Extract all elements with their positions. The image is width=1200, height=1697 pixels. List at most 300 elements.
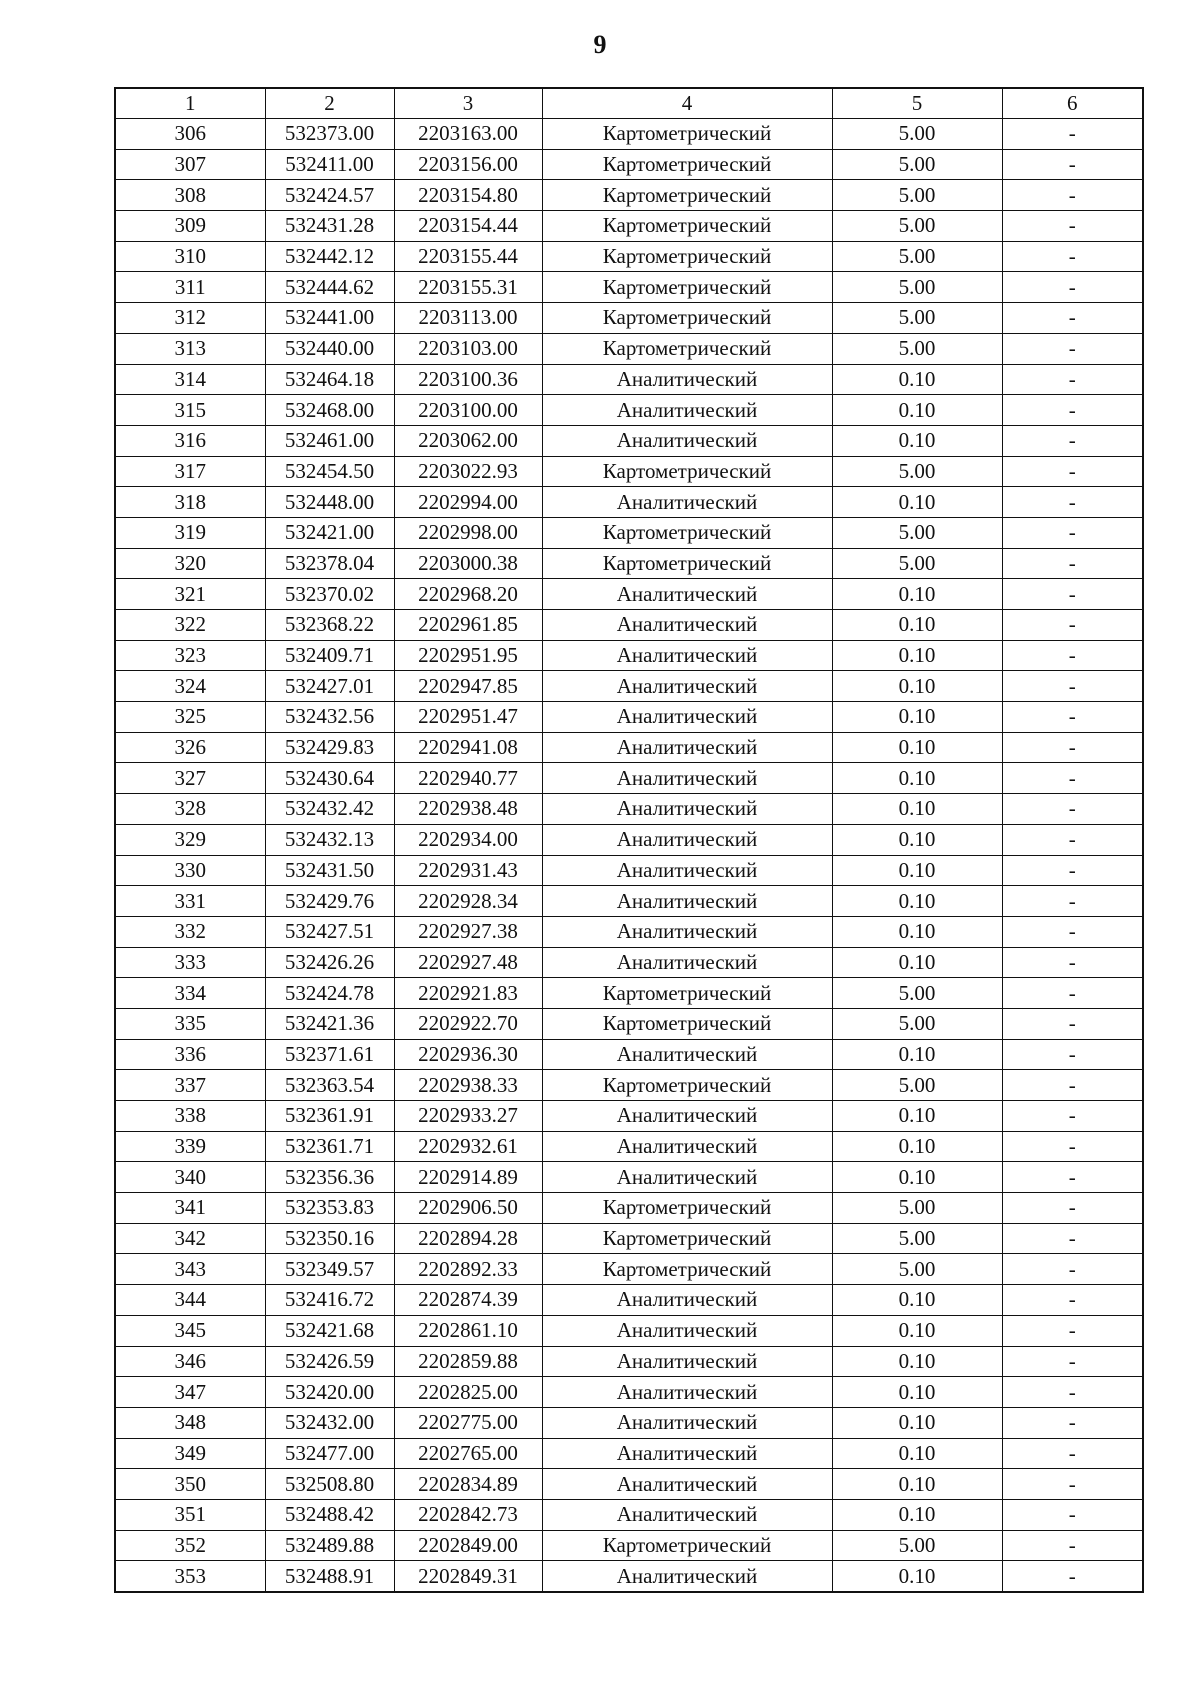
note-cell: - — [1002, 149, 1143, 180]
y-coordinate-cell: 2202921.83 — [394, 978, 542, 1009]
table-row — [115, 855, 1143, 886]
note-cell: - — [1002, 1039, 1143, 1070]
x-coordinate-cell: 532421.36 — [265, 1008, 394, 1039]
note-cell: - — [1002, 456, 1143, 487]
table-row — [115, 610, 1143, 641]
point-number-cell: 324 — [115, 671, 265, 702]
x-coordinate-cell: 532371.61 — [265, 1039, 394, 1070]
note-cell: - — [1002, 671, 1143, 702]
method-cell: Аналитический — [542, 916, 832, 947]
method-cell: Аналитический — [542, 702, 832, 733]
y-coordinate-cell: 2202932.61 — [394, 1131, 542, 1162]
x-coordinate-cell: 532431.28 — [265, 211, 394, 242]
accuracy-cell: 5.00 — [832, 548, 1002, 579]
note-cell: - — [1002, 1469, 1143, 1500]
y-coordinate-cell: 2202936.30 — [394, 1039, 542, 1070]
x-coordinate-cell: 532363.54 — [265, 1070, 394, 1101]
point-number-cell: 313 — [115, 333, 265, 364]
note-cell: - — [1002, 610, 1143, 641]
table-row — [115, 487, 1143, 518]
note-cell: - — [1002, 1101, 1143, 1132]
y-coordinate-cell: 2202859.88 — [394, 1346, 542, 1377]
note-cell: - — [1002, 1561, 1143, 1592]
point-number-cell: 341 — [115, 1193, 265, 1224]
table-row — [115, 517, 1143, 548]
point-number-cell: 319 — [115, 517, 265, 548]
accuracy-cell: 0.10 — [832, 425, 1002, 456]
table-row — [115, 1008, 1143, 1039]
x-coordinate-cell: 532440.00 — [265, 333, 394, 364]
column-header-2: 2 — [265, 88, 394, 119]
point-number-cell: 318 — [115, 487, 265, 518]
method-cell: Аналитический — [542, 1315, 832, 1346]
y-coordinate-cell: 2202938.33 — [394, 1070, 542, 1101]
note-cell: - — [1002, 1254, 1143, 1285]
note-cell: - — [1002, 702, 1143, 733]
point-number-cell: 348 — [115, 1407, 265, 1438]
x-coordinate-cell: 532432.42 — [265, 794, 394, 825]
note-cell: - — [1002, 364, 1143, 395]
x-coordinate-cell: 532477.00 — [265, 1438, 394, 1469]
table-row — [115, 1315, 1143, 1346]
x-coordinate-cell: 532448.00 — [265, 487, 394, 518]
point-number-cell: 342 — [115, 1223, 265, 1254]
method-cell: Картометрический — [542, 456, 832, 487]
note-cell: - — [1002, 978, 1143, 1009]
point-number-cell: 327 — [115, 763, 265, 794]
note-cell: - — [1002, 579, 1143, 610]
x-coordinate-cell: 532429.83 — [265, 732, 394, 763]
point-number-cell: 314 — [115, 364, 265, 395]
y-coordinate-cell: 2202938.48 — [394, 794, 542, 825]
x-coordinate-cell: 532370.02 — [265, 579, 394, 610]
note-cell: - — [1002, 1407, 1143, 1438]
y-coordinate-cell: 2203113.00 — [394, 303, 542, 334]
table-row — [115, 1530, 1143, 1561]
accuracy-cell: 0.10 — [832, 487, 1002, 518]
note-cell: - — [1002, 333, 1143, 364]
x-coordinate-cell: 532432.13 — [265, 824, 394, 855]
point-number-cell: 316 — [115, 425, 265, 456]
table-row — [115, 1162, 1143, 1193]
method-cell: Картометрический — [542, 272, 832, 303]
x-coordinate-cell: 532461.00 — [265, 425, 394, 456]
method-cell: Аналитический — [542, 671, 832, 702]
y-coordinate-cell: 2203154.80 — [394, 180, 542, 211]
point-number-cell: 311 — [115, 272, 265, 303]
point-number-cell: 322 — [115, 610, 265, 641]
point-number-cell: 320 — [115, 548, 265, 579]
table-row — [115, 794, 1143, 825]
method-cell: Аналитический — [542, 579, 832, 610]
method-cell: Картометрический — [542, 978, 832, 1009]
method-cell: Аналитический — [542, 732, 832, 763]
table-row — [115, 1346, 1143, 1377]
x-coordinate-cell: 532411.00 — [265, 149, 394, 180]
x-coordinate-cell: 532427.51 — [265, 916, 394, 947]
y-coordinate-cell: 2202914.89 — [394, 1162, 542, 1193]
table-row — [115, 886, 1143, 917]
table-row — [115, 579, 1143, 610]
method-cell: Картометрический — [542, 1254, 832, 1285]
x-coordinate-cell: 532378.04 — [265, 548, 394, 579]
point-number-cell: 350 — [115, 1469, 265, 1500]
table-row — [115, 1469, 1143, 1500]
accuracy-cell: 0.10 — [832, 640, 1002, 671]
accuracy-cell: 0.10 — [832, 702, 1002, 733]
table-row — [115, 1407, 1143, 1438]
y-coordinate-cell: 2203100.00 — [394, 395, 542, 426]
x-coordinate-cell: 532454.50 — [265, 456, 394, 487]
point-number-cell: 325 — [115, 702, 265, 733]
point-number-cell: 345 — [115, 1315, 265, 1346]
table-row — [115, 1561, 1143, 1592]
table-row — [115, 1438, 1143, 1469]
point-number-cell: 346 — [115, 1346, 265, 1377]
table-row — [115, 1499, 1143, 1530]
note-cell: - — [1002, 1131, 1143, 1162]
accuracy-cell: 5.00 — [832, 149, 1002, 180]
method-cell: Аналитический — [542, 1285, 832, 1316]
method-cell: Картометрический — [542, 517, 832, 548]
note-cell: - — [1002, 211, 1143, 242]
x-coordinate-cell: 532432.00 — [265, 1407, 394, 1438]
table-row — [115, 978, 1143, 1009]
y-coordinate-cell: 2202849.31 — [394, 1561, 542, 1592]
note-cell: - — [1002, 1285, 1143, 1316]
method-cell: Аналитический — [542, 1346, 832, 1377]
table-row — [115, 732, 1143, 763]
coordinates-table — [114, 87, 1144, 1593]
accuracy-cell: 0.10 — [832, 579, 1002, 610]
note-cell: - — [1002, 1223, 1143, 1254]
accuracy-cell: 0.10 — [832, 947, 1002, 978]
x-coordinate-cell: 532356.36 — [265, 1162, 394, 1193]
x-coordinate-cell: 532424.78 — [265, 978, 394, 1009]
y-coordinate-cell: 2203022.93 — [394, 456, 542, 487]
method-cell: Аналитический — [542, 824, 832, 855]
note-cell: - — [1002, 119, 1143, 150]
x-coordinate-cell: 532349.57 — [265, 1254, 394, 1285]
table-row — [115, 425, 1143, 456]
point-number-cell: 307 — [115, 149, 265, 180]
x-coordinate-cell: 532489.88 — [265, 1530, 394, 1561]
y-coordinate-cell: 2202894.28 — [394, 1223, 542, 1254]
y-coordinate-cell: 2202934.00 — [394, 824, 542, 855]
method-cell: Аналитический — [542, 1561, 832, 1592]
note-cell: - — [1002, 425, 1143, 456]
note-cell: - — [1002, 241, 1143, 272]
note-cell: - — [1002, 824, 1143, 855]
method-cell: Картометрический — [542, 1008, 832, 1039]
x-coordinate-cell: 532432.56 — [265, 702, 394, 733]
method-cell: Аналитический — [542, 1438, 832, 1469]
y-coordinate-cell: 2202825.00 — [394, 1377, 542, 1408]
note-cell: - — [1002, 640, 1143, 671]
x-coordinate-cell: 532444.62 — [265, 272, 394, 303]
table-row — [115, 1070, 1143, 1101]
note-cell: - — [1002, 947, 1143, 978]
method-cell: Аналитический — [542, 395, 832, 426]
column-header-1: 1 — [115, 88, 265, 119]
note-cell: - — [1002, 1193, 1143, 1224]
y-coordinate-cell: 2202931.43 — [394, 855, 542, 886]
method-cell: Аналитический — [542, 1377, 832, 1408]
y-coordinate-cell: 2202765.00 — [394, 1438, 542, 1469]
y-coordinate-cell: 2202961.85 — [394, 610, 542, 641]
point-number-cell: 352 — [115, 1530, 265, 1561]
point-number-cell: 349 — [115, 1438, 265, 1469]
point-number-cell: 329 — [115, 824, 265, 855]
accuracy-cell: 5.00 — [832, 978, 1002, 1009]
x-coordinate-cell: 532416.72 — [265, 1285, 394, 1316]
method-cell: Аналитический — [542, 855, 832, 886]
accuracy-cell: 0.10 — [832, 794, 1002, 825]
method-cell: Картометрический — [542, 303, 832, 334]
x-coordinate-cell: 532368.22 — [265, 610, 394, 641]
table-row — [115, 947, 1143, 978]
y-coordinate-cell: 2202842.73 — [394, 1499, 542, 1530]
point-number-cell: 343 — [115, 1254, 265, 1285]
table-row — [115, 241, 1143, 272]
table-row — [115, 303, 1143, 334]
accuracy-cell: 0.10 — [832, 763, 1002, 794]
x-coordinate-cell: 532424.57 — [265, 180, 394, 211]
method-cell: Аналитический — [542, 886, 832, 917]
method-cell: Аналитический — [542, 610, 832, 641]
method-cell: Аналитический — [542, 794, 832, 825]
table-row — [115, 1285, 1143, 1316]
note-cell: - — [1002, 1008, 1143, 1039]
method-cell: Картометрический — [542, 119, 832, 150]
note-cell: - — [1002, 1499, 1143, 1530]
accuracy-cell: 5.00 — [832, 456, 1002, 487]
table-row — [115, 671, 1143, 702]
accuracy-cell: 0.10 — [832, 1561, 1002, 1592]
accuracy-cell: 5.00 — [832, 241, 1002, 272]
note-cell: - — [1002, 517, 1143, 548]
point-number-cell: 308 — [115, 180, 265, 211]
note-cell: - — [1002, 395, 1143, 426]
accuracy-cell: 5.00 — [832, 1070, 1002, 1101]
point-number-cell: 321 — [115, 579, 265, 610]
accuracy-cell: 0.10 — [832, 395, 1002, 426]
method-cell: Картометрический — [542, 211, 832, 242]
accuracy-cell: 5.00 — [832, 211, 1002, 242]
x-coordinate-cell: 532361.71 — [265, 1131, 394, 1162]
accuracy-cell: 0.10 — [832, 1377, 1002, 1408]
accuracy-cell: 0.10 — [832, 1499, 1002, 1530]
y-coordinate-cell: 2202933.27 — [394, 1101, 542, 1132]
x-coordinate-cell: 532464.18 — [265, 364, 394, 395]
accuracy-cell: 5.00 — [832, 1223, 1002, 1254]
note-cell: - — [1002, 886, 1143, 917]
table-row — [115, 149, 1143, 180]
method-cell: Аналитический — [542, 1039, 832, 1070]
note-cell: - — [1002, 916, 1143, 947]
note-cell: - — [1002, 1530, 1143, 1561]
table-row — [115, 702, 1143, 733]
note-cell: - — [1002, 1315, 1143, 1346]
accuracy-cell: 5.00 — [832, 1193, 1002, 1224]
accuracy-cell: 5.00 — [832, 517, 1002, 548]
point-number-cell: 309 — [115, 211, 265, 242]
accuracy-cell: 0.10 — [832, 1162, 1002, 1193]
note-cell: - — [1002, 1070, 1143, 1101]
note-cell: - — [1002, 1377, 1143, 1408]
table-row — [115, 395, 1143, 426]
table-row — [115, 1131, 1143, 1162]
note-cell: - — [1002, 487, 1143, 518]
x-coordinate-cell: 532488.42 — [265, 1499, 394, 1530]
y-coordinate-cell: 2202947.85 — [394, 671, 542, 702]
table-row — [115, 916, 1143, 947]
method-cell: Аналитический — [542, 364, 832, 395]
table-header-row — [115, 88, 1143, 119]
y-coordinate-cell: 2202941.08 — [394, 732, 542, 763]
note-cell: - — [1002, 303, 1143, 334]
table-row — [115, 119, 1143, 150]
x-coordinate-cell: 532468.00 — [265, 395, 394, 426]
accuracy-cell: 5.00 — [832, 1254, 1002, 1285]
point-number-cell: 339 — [115, 1131, 265, 1162]
y-coordinate-cell: 2202861.10 — [394, 1315, 542, 1346]
method-cell: Картометрический — [542, 149, 832, 180]
note-cell: - — [1002, 1438, 1143, 1469]
method-cell: Аналитический — [542, 1131, 832, 1162]
y-coordinate-cell: 2203163.00 — [394, 119, 542, 150]
table-row — [115, 456, 1143, 487]
y-coordinate-cell: 2202849.00 — [394, 1530, 542, 1561]
accuracy-cell: 0.10 — [832, 855, 1002, 886]
accuracy-cell: 0.10 — [832, 1315, 1002, 1346]
x-coordinate-cell: 532361.91 — [265, 1101, 394, 1132]
accuracy-cell: 0.10 — [832, 886, 1002, 917]
table-row — [115, 1101, 1143, 1132]
accuracy-cell: 5.00 — [832, 1008, 1002, 1039]
x-coordinate-cell: 532508.80 — [265, 1469, 394, 1500]
table-row — [115, 548, 1143, 579]
point-number-cell: 310 — [115, 241, 265, 272]
method-cell: Аналитический — [542, 1162, 832, 1193]
table-row — [115, 1193, 1143, 1224]
accuracy-cell: 0.10 — [832, 1438, 1002, 1469]
x-coordinate-cell: 532441.00 — [265, 303, 394, 334]
x-coordinate-cell: 532373.00 — [265, 119, 394, 150]
table-row — [115, 180, 1143, 211]
page-number: 9 — [593, 30, 607, 59]
table-row — [115, 364, 1143, 395]
y-coordinate-cell: 2203062.00 — [394, 425, 542, 456]
table-row — [115, 1377, 1143, 1408]
method-cell: Аналитический — [542, 947, 832, 978]
table-row — [115, 1223, 1143, 1254]
point-number-cell: 353 — [115, 1561, 265, 1592]
y-coordinate-cell: 2203154.44 — [394, 211, 542, 242]
y-coordinate-cell: 2203000.38 — [394, 548, 542, 579]
y-coordinate-cell: 2202927.48 — [394, 947, 542, 978]
point-number-cell: 326 — [115, 732, 265, 763]
method-cell: Картометрический — [542, 180, 832, 211]
accuracy-cell: 0.10 — [832, 610, 1002, 641]
table-row — [115, 763, 1143, 794]
method-cell: Картометрический — [542, 548, 832, 579]
x-coordinate-cell: 532429.76 — [265, 886, 394, 917]
method-cell: Картометрический — [542, 1223, 832, 1254]
x-coordinate-cell: 532421.68 — [265, 1315, 394, 1346]
y-coordinate-cell: 2203155.44 — [394, 241, 542, 272]
y-coordinate-cell: 2202940.77 — [394, 763, 542, 794]
note-cell: - — [1002, 1162, 1143, 1193]
x-coordinate-cell: 532409.71 — [265, 640, 394, 671]
y-coordinate-cell: 2202892.33 — [394, 1254, 542, 1285]
point-number-cell: 332 — [115, 916, 265, 947]
method-cell: Аналитический — [542, 1407, 832, 1438]
y-coordinate-cell: 2203155.31 — [394, 272, 542, 303]
method-cell: Аналитический — [542, 640, 832, 671]
note-cell: - — [1002, 548, 1143, 579]
y-coordinate-cell: 2203100.36 — [394, 364, 542, 395]
accuracy-cell: 5.00 — [832, 333, 1002, 364]
y-coordinate-cell: 2202968.20 — [394, 579, 542, 610]
y-coordinate-cell: 2203103.00 — [394, 333, 542, 364]
point-number-cell: 315 — [115, 395, 265, 426]
point-number-cell: 323 — [115, 640, 265, 671]
y-coordinate-cell: 2202928.34 — [394, 886, 542, 917]
accuracy-cell: 0.10 — [832, 1469, 1002, 1500]
note-cell: - — [1002, 794, 1143, 825]
x-coordinate-cell: 532488.91 — [265, 1561, 394, 1592]
point-number-cell: 331 — [115, 886, 265, 917]
point-number-cell: 351 — [115, 1499, 265, 1530]
point-number-cell: 334 — [115, 978, 265, 1009]
column-header-4: 4 — [542, 88, 832, 119]
y-coordinate-cell: 2202834.89 — [394, 1469, 542, 1500]
accuracy-cell: 5.00 — [832, 272, 1002, 303]
y-coordinate-cell: 2202927.38 — [394, 916, 542, 947]
table-row — [115, 272, 1143, 303]
point-number-cell: 337 — [115, 1070, 265, 1101]
note-cell: - — [1002, 732, 1143, 763]
column-header-5: 5 — [832, 88, 1002, 119]
point-number-cell: 330 — [115, 855, 265, 886]
x-coordinate-cell: 532426.26 — [265, 947, 394, 978]
note-cell: - — [1002, 855, 1143, 886]
x-coordinate-cell: 532420.00 — [265, 1377, 394, 1408]
method-cell: Картометрический — [542, 1070, 832, 1101]
table-row — [115, 211, 1143, 242]
point-number-cell: 338 — [115, 1101, 265, 1132]
method-cell: Картометрический — [542, 1530, 832, 1561]
method-cell: Картометрический — [542, 241, 832, 272]
table-row — [115, 1039, 1143, 1070]
accuracy-cell: 0.10 — [832, 824, 1002, 855]
y-coordinate-cell: 2202922.70 — [394, 1008, 542, 1039]
point-number-cell: 344 — [115, 1285, 265, 1316]
point-number-cell: 312 — [115, 303, 265, 334]
y-coordinate-cell: 2202994.00 — [394, 487, 542, 518]
method-cell: Картометрический — [542, 333, 832, 364]
point-number-cell: 333 — [115, 947, 265, 978]
y-coordinate-cell: 2202874.39 — [394, 1285, 542, 1316]
accuracy-cell: 0.10 — [832, 364, 1002, 395]
column-header-6: 6 — [1002, 88, 1143, 119]
x-coordinate-cell: 532431.50 — [265, 855, 394, 886]
accuracy-cell: 0.10 — [832, 916, 1002, 947]
y-coordinate-cell: 2202775.00 — [394, 1407, 542, 1438]
method-cell: Картометрический — [542, 1193, 832, 1224]
note-cell: - — [1002, 180, 1143, 211]
